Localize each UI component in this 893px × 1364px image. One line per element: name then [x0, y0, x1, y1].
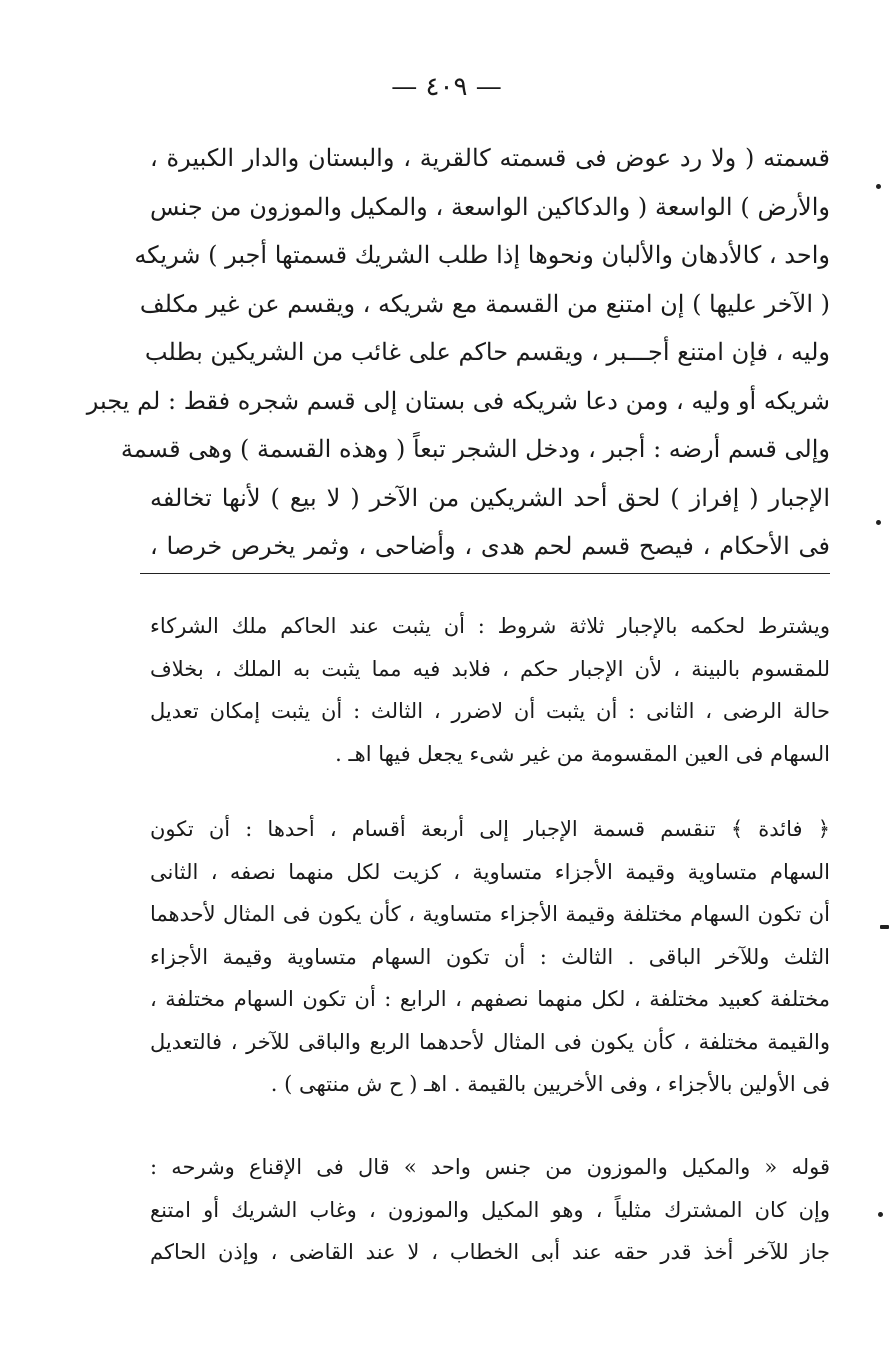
margin-dot: [878, 1212, 883, 1217]
footnote-commentary: [150, 1146, 830, 1274]
main-text: [86, 134, 830, 571]
main-line: شريكه أو وليه ، ومن دعا شريكه فى بستان إلى قسم شجره فقط : لم يجبر: [86, 386, 830, 415]
main-line: واحد ، كالأدهان والألبان ونحوها إذا طلب الشريك قسمتها أجبر ) شريكه: [134, 241, 830, 269]
note-line: وإن كان المشترك مثلياً ، وهو المكيل والموزون ، وغاب الشريك أو امتنع: [150, 1197, 830, 1222]
main-line: ( الآخر عليها ) إن امتنع من القسمة مع شريكه ، ويقسم عن غير مكلف: [139, 289, 830, 318]
footnote-benefit: [150, 808, 830, 1106]
note-line: ويشترط لحكمه بالإجبار ثلاثة شروط : أن يثبت عند الحاكم ملك الشركاء: [150, 614, 830, 638]
note-line: ﴿ فائدة ﴾ تنقسم قسمة الإجبار إلى أربعة أقسام ، أحدها : أن تكون: [150, 817, 830, 841]
main-line: وليه ، فإن امتنع أجـــبر ، ويقسم حاكم على غائب من الشريكين بطلب: [144, 338, 830, 366]
main-line: الإجبار ( إفراز ) لحق أحد الشريكين من الآخر ( لا بيع ) لأنها تخالفه: [150, 483, 830, 512]
note-line: والقيمة مختلفة ، كأن يكون فى المثال لأحدهما الربع والباقى للآخر ، فالتعديل: [150, 1029, 830, 1054]
note-line: السهام فى العين المقسومة من غير شىء يجعل فيها اهـ .: [335, 741, 830, 766]
page-number: — ٤٠٩ —: [391, 72, 502, 102]
note-line: السهام متساوية وقيمة الأجزاء متساوية ، كزيت لكل منهما نصفه ، الثانى: [150, 859, 830, 884]
note-line: الثلث وللآخر الباقى . الثالث : أن تكون السهام متساوية وقيمة الأجزاء: [150, 944, 830, 969]
margin-dot: [876, 520, 881, 525]
note-line: قوله « والمكيل والموزون من جنس واحد » قال فى الإقناع وشرحه :: [150, 1155, 830, 1179]
main-line: قسمته ( ولا رد عوض فى قسمته كالقرية ، والبستان والدار الكبيرة ،: [150, 144, 830, 172]
margin-dot: [880, 925, 889, 929]
note-line: فى الأولين بالأجزاء ، وفى الأخريين بالقيمة . اهـ ( ح ش منتهى ) .: [270, 1072, 830, 1096]
footnote-divider: [140, 573, 830, 574]
note-line: جاز للآخر أخذ قدر حقه عند أبى الخطاب ، لا عند القاضى ، وإذن الحاكم: [150, 1240, 830, 1264]
main-line: والأرض ) الواسعة ( والدكاكين الواسعة ، والمكيل والموزون من جنس: [150, 192, 830, 221]
note-line: أن تكون السهام مختلفة وقيمة الأجزاء متساوية ، كأن يكون فى المثال لأحدهما: [150, 902, 830, 926]
footnote-conditions: [150, 605, 830, 775]
note-line: للمقسوم بالبينة ، لأن الإجبار حكم ، فلابد فيه مما يثبت به الملك ، بخلاف: [150, 656, 830, 681]
note-line: حالة الرضى ، الثانى : أن يثبت أن لاضرر ، الثالث : أن يثبت إمكان تعديل: [150, 699, 830, 723]
main-line: وإلى قسم أرضه : أجبر ، ودخل الشجر تبعاً ( وهذه القسمة ) وهى قسمة: [120, 435, 830, 463]
note-line: مختلفة كعبيد مختلفة ، لكل منهما نصفهم ، الرابع : أن تكون السهام مختلفة ،: [150, 987, 830, 1011]
main-line: فى الأحكام ، فيصح قسم لحم هدى ، وأضاحى ، وثمر يخرص خرصا ،: [150, 532, 830, 560]
margin-dot: [876, 184, 881, 189]
